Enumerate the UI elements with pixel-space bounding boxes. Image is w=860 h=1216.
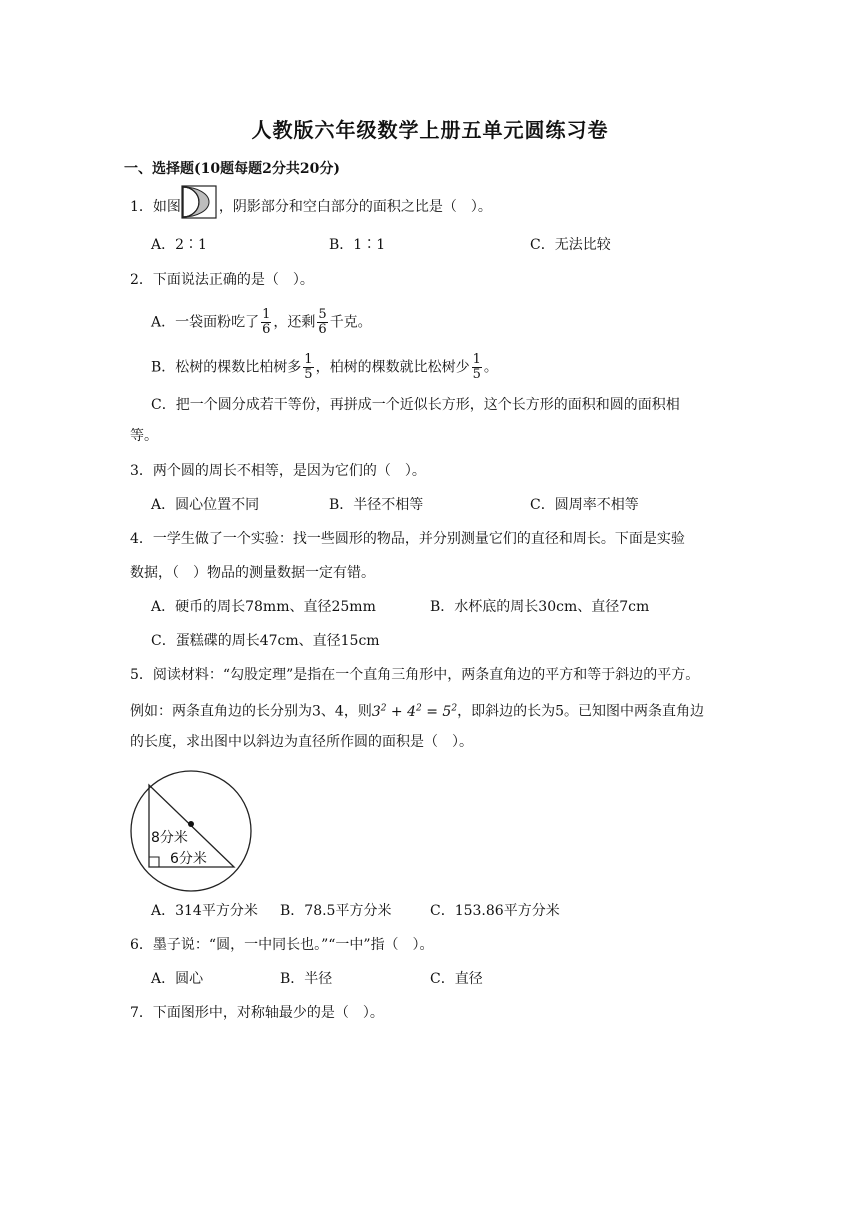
- q2-a-text-2: ，还剩: [273, 314, 316, 331]
- question-3-stem: 3．两个圆的周长不相等，是因为它们的（ ）。: [130, 463, 426, 479]
- fraction-numerator: 1: [304, 352, 313, 367]
- equation-term: 4: [407, 703, 417, 720]
- q2-option-c-line-2: 等。: [130, 428, 158, 444]
- right-angle-mark: [149, 857, 159, 867]
- crescent-figure: [181, 184, 219, 226]
- circle-triangle-figure: [126, 770, 256, 892]
- q4-option-c: C．蛋糕碟的周长47cm、直径15cm: [151, 633, 380, 649]
- fraction: [472, 353, 482, 382]
- equation-exponent: 2: [416, 703, 422, 713]
- label-8-decimeters: 8分米: [151, 830, 188, 846]
- question-4-line-2: 数据，（ ）物品的测量数据一定有错。: [130, 565, 375, 581]
- fraction-numerator: 1: [262, 307, 271, 322]
- equation-exponent: 2: [380, 703, 387, 713]
- fraction: [317, 308, 327, 337]
- q6-option-a: A．圆心: [151, 971, 204, 987]
- q2-a-text-3: 千克。: [329, 314, 372, 331]
- q2-option-a: [151, 308, 372, 337]
- circle-center-dot: [188, 821, 194, 827]
- fraction-numerator: 1: [472, 352, 481, 367]
- question-1-suffix: ，阴影部分和空白部分的面积之比是（ ）。: [218, 199, 492, 215]
- equation-term: 5: [442, 703, 452, 720]
- q5-option-b: B．78.5平方分米: [280, 903, 392, 919]
- q3-option-b: B．半径不相等: [329, 497, 424, 513]
- q2-a-text-1: A．一袋面粉吃了: [151, 314, 260, 331]
- section-heading: 一、选择题(10题每题2分共20分): [124, 161, 340, 177]
- question-5-line-3: 的长度，求出图中以斜边为直径所作圆的面积是（ ）。: [130, 734, 473, 750]
- question-5-line-2: [130, 698, 704, 722]
- q3-option-a: A．圆心位置不同: [151, 497, 260, 513]
- fraction: [303, 353, 313, 382]
- page-title: 人教版六年级数学上册五单元圆练习卷: [251, 118, 609, 142]
- equation-operator: =: [421, 703, 443, 720]
- q5-option-a: A．314平方分米: [151, 903, 258, 919]
- q2-b-text-1: B．松树的棵数比柏树多: [151, 359, 302, 376]
- pythagorean-equation: [372, 704, 457, 720]
- fraction-denominator: 5: [472, 367, 481, 382]
- q4-option-a: A．硬币的周长78mm、直径25mm: [151, 599, 376, 615]
- fraction: [261, 308, 271, 337]
- question-6-stem: 6．墨子说：“圆，一中同长也。”“一中”指（ ）。: [130, 937, 434, 953]
- q5-line-2-text-2: ，即斜边的长为5。已知图中两条直角边: [457, 703, 704, 720]
- equation-operator: +: [386, 703, 408, 720]
- question-7-stem: 7．下面图形中，对称轴最少的是（ ）。: [130, 1005, 384, 1021]
- equation-exponent: 2: [451, 703, 458, 713]
- q5-line-2-text-1: 例如：两条直角边的长分别为3、4，则: [130, 703, 372, 720]
- fraction-numerator: 5: [318, 307, 327, 322]
- label-6-decimeters: 6分米: [170, 851, 207, 867]
- question-2-stem: 2．下面说法正确的是（ ）。: [130, 272, 314, 288]
- fraction-denominator: 6: [262, 322, 271, 337]
- q6-option-b: B．半径: [280, 971, 333, 987]
- q1-option-a: A．2∶1: [151, 237, 207, 253]
- question-4-line-1: 4．一学生做了一个实验：找一些圆形的物品，并分别测量它们的直径和周长。下面是实验: [130, 531, 685, 547]
- q2-b-text-2: ，柏树的棵数就比松树少: [315, 359, 470, 376]
- q1-option-c: C．无法比较: [530, 237, 611, 253]
- question-5-line-1: 5．阅读材料：“勾股定理”是指在一个直角三角形中，两条直角边的平方和等于斜边的平方。: [130, 667, 700, 683]
- q1-option-b: B．1∶1: [329, 237, 386, 253]
- question-1-stem: [130, 197, 492, 217]
- q4-option-b: B．水杯底的周长30cm、直径7cm: [430, 599, 650, 615]
- q5-option-c: C．153.86平方分米: [430, 903, 560, 919]
- q2-b-text-3: 。: [483, 359, 498, 376]
- q6-option-c: C．直径: [430, 971, 483, 987]
- q2-option-b: [151, 353, 498, 382]
- fraction-denominator: 5: [304, 367, 313, 382]
- equation-term: 3: [371, 703, 381, 720]
- question-1-prefix: 1．如图: [130, 199, 181, 215]
- fraction-denominator: 6: [318, 322, 327, 337]
- q2-option-c-line-1: C．把一个圆分成若干等份，再拼成一个近似长方形，这个长方形的面积和圆的面积相: [151, 397, 680, 413]
- q3-option-c: C．圆周率不相等: [530, 497, 639, 513]
